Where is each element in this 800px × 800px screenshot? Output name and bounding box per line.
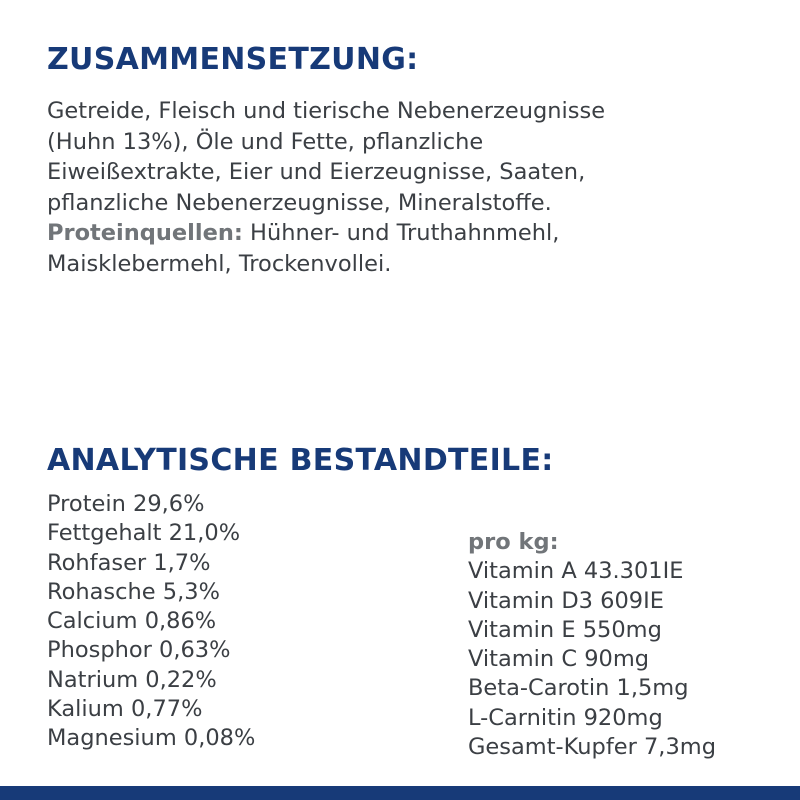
list-item: Natrium 0,22%: [47, 666, 217, 693]
analysis-heading: ANALYTISCHE BESTANDTEILE:: [47, 443, 554, 478]
composition-line: pflanzliche Nebenerzeugnisse, Mineralstoffe.: [47, 189, 552, 216]
composition-line: Eiweißextrakte, Eier und Eierzeugnisse, Saaten,: [47, 159, 586, 185]
protein-sources-label: Proteinquellen:: [47, 220, 243, 246]
list-item: Protein 29,6%: [47, 491, 205, 517]
composition-heading: ZUSAMMENSETZUNG:: [47, 42, 419, 77]
list-item: Rohfaser 1,7%: [47, 549, 211, 576]
list-item: Calcium 0,86%: [47, 608, 217, 635]
list-item: Gesamt-Kupfer 7,3mg: [468, 734, 716, 761]
list-item: Magnesium 0,08%: [47, 725, 256, 752]
composition-line: Getreide, Fleisch und tierische Nebenerzeugnisse: [47, 98, 606, 124]
list-item: Kalium 0,77%: [47, 696, 203, 723]
footer-bar: [0, 786, 800, 800]
composition-line: (Huhn 13%), Öle und Fette, pflanzliche: [47, 128, 484, 155]
per-kg-label: pro kg:: [468, 529, 559, 555]
list-item: Vitamin C 90mg: [468, 646, 650, 673]
list-item: Vitamin E 550mg: [468, 616, 662, 643]
list-item: Vitamin A 43.301IE: [468, 558, 684, 585]
composition-text: [47, 96, 777, 279]
constituents-list: [47, 490, 255, 754]
list-item: Fettgehalt 21,0%: [47, 520, 241, 547]
protein-sources-line: [47, 218, 777, 249]
protein-sources-line: Maisklebermehl, Trockenvollei.: [47, 250, 392, 277]
list-item: L-Carnitin 920mg: [468, 704, 663, 731]
list-item: Vitamin D3 609IE: [468, 587, 664, 614]
list-item: Beta-Carotin 1,5mg: [468, 675, 689, 702]
protein-sources-text: Hühner- und Truthahnmehl,: [242, 220, 560, 246]
list-item: Rohasche 5,3%: [47, 578, 220, 605]
per-kg-list: [468, 528, 716, 762]
list-item: Phosphor 0,63%: [47, 637, 231, 664]
